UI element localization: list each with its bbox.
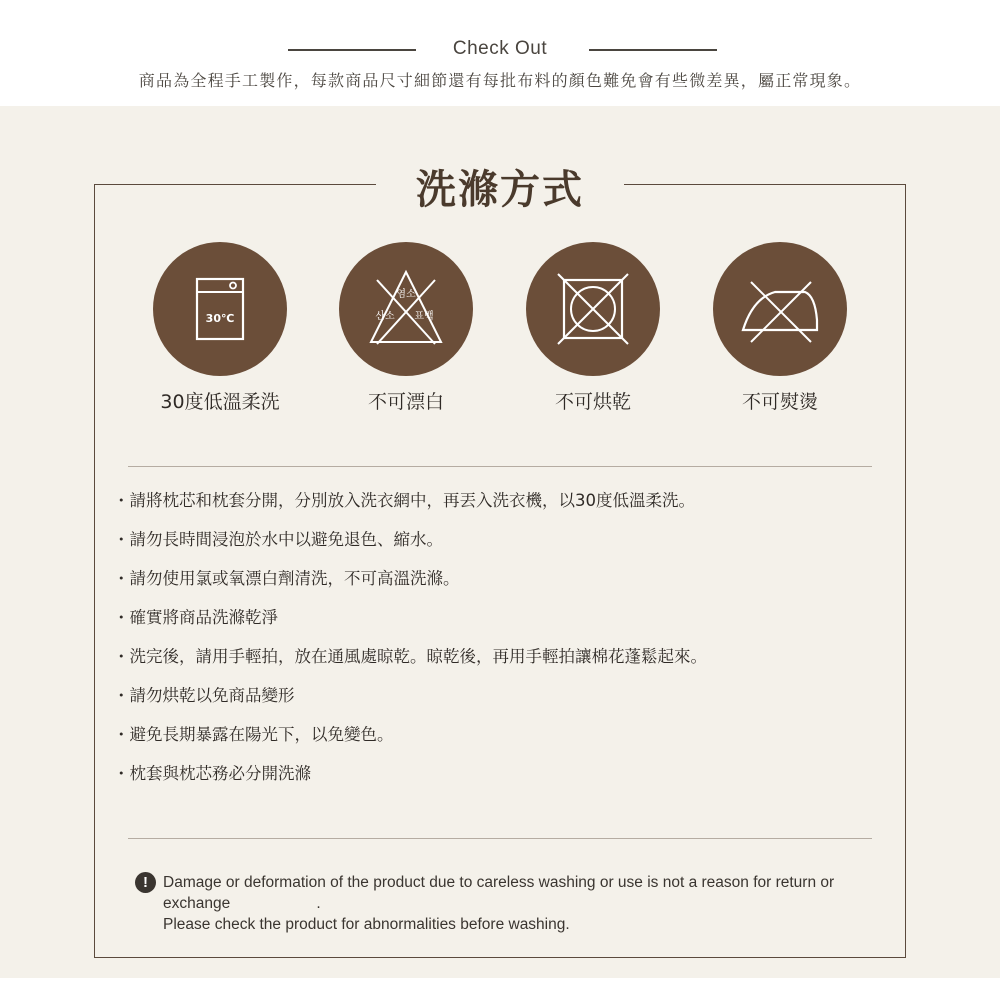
- divider-top: [128, 466, 872, 467]
- care-instructions: [113, 486, 873, 798]
- checkout-header: [0, 0, 1000, 106]
- divider-bottom: [128, 838, 872, 839]
- no-iron-label: 不可熨燙: [741, 391, 818, 413]
- list-item: ・枕套與枕芯務必分開洗滌: [113, 764, 311, 783]
- wash-30-label: 30度低溫柔洗: [160, 391, 280, 413]
- section-title: 洗滌方式: [416, 167, 584, 213]
- warning-icon: !: [135, 872, 156, 893]
- divider-right: [589, 49, 717, 51]
- bleach-text-top: 염소: [396, 289, 416, 300]
- bleach-text-left: 산소: [375, 311, 395, 322]
- list-item: ・請勿烘乾以免商品變形: [113, 686, 295, 705]
- wash-temp-text: 30℃: [205, 312, 235, 325]
- no-bleach-label: 不可漂白: [367, 391, 444, 413]
- list-item: ・請勿使用氯或氧漂白劑清洗，不可高溫洗滌。: [113, 569, 460, 588]
- no-iron-icon: [713, 242, 847, 376]
- no-tumble-dry-icon: [526, 242, 660, 376]
- no-tumble-dry-label: 不可烘乾: [554, 391, 631, 413]
- warning-line-3: Please check the product for abnormalities before washing.: [163, 916, 570, 933]
- list-item: ・避免長期暴露在陽光下，以免變色。: [113, 725, 394, 744]
- list-item: ・請將枕芯和枕套分開，分別放入洗衣網中，再丟入洗衣機，以30度低溫柔洗。: [113, 491, 695, 510]
- checkout-note: 商品為全程手工製作，每款商品尺寸細節還有每批布料的顏色難免會有些微差異，屬正常現象。: [138, 71, 862, 90]
- no-bleach-icon: [339, 242, 473, 376]
- bleach-text-right: 표백: [414, 311, 434, 322]
- warning-line-2: exchange .: [163, 895, 321, 912]
- warning-line-1: Damage or deformation of the product due to careless washing or use is not a reason for return or: [163, 874, 835, 891]
- warning-text: [163, 872, 873, 935]
- list-item: ・洗完後，請用手輕拍，放在通風處晾乾。晾乾後，再用手輕拍讓棉花蓬鬆起來。: [113, 647, 707, 666]
- list-item: ・請勿長時間浸泡於水中以避免退色、縮水。: [113, 530, 443, 549]
- list-item: ・確實將商品洗滌乾淨: [113, 608, 278, 627]
- checkout-title: Check Out: [452, 38, 548, 59]
- wash-30-icon: [153, 242, 287, 376]
